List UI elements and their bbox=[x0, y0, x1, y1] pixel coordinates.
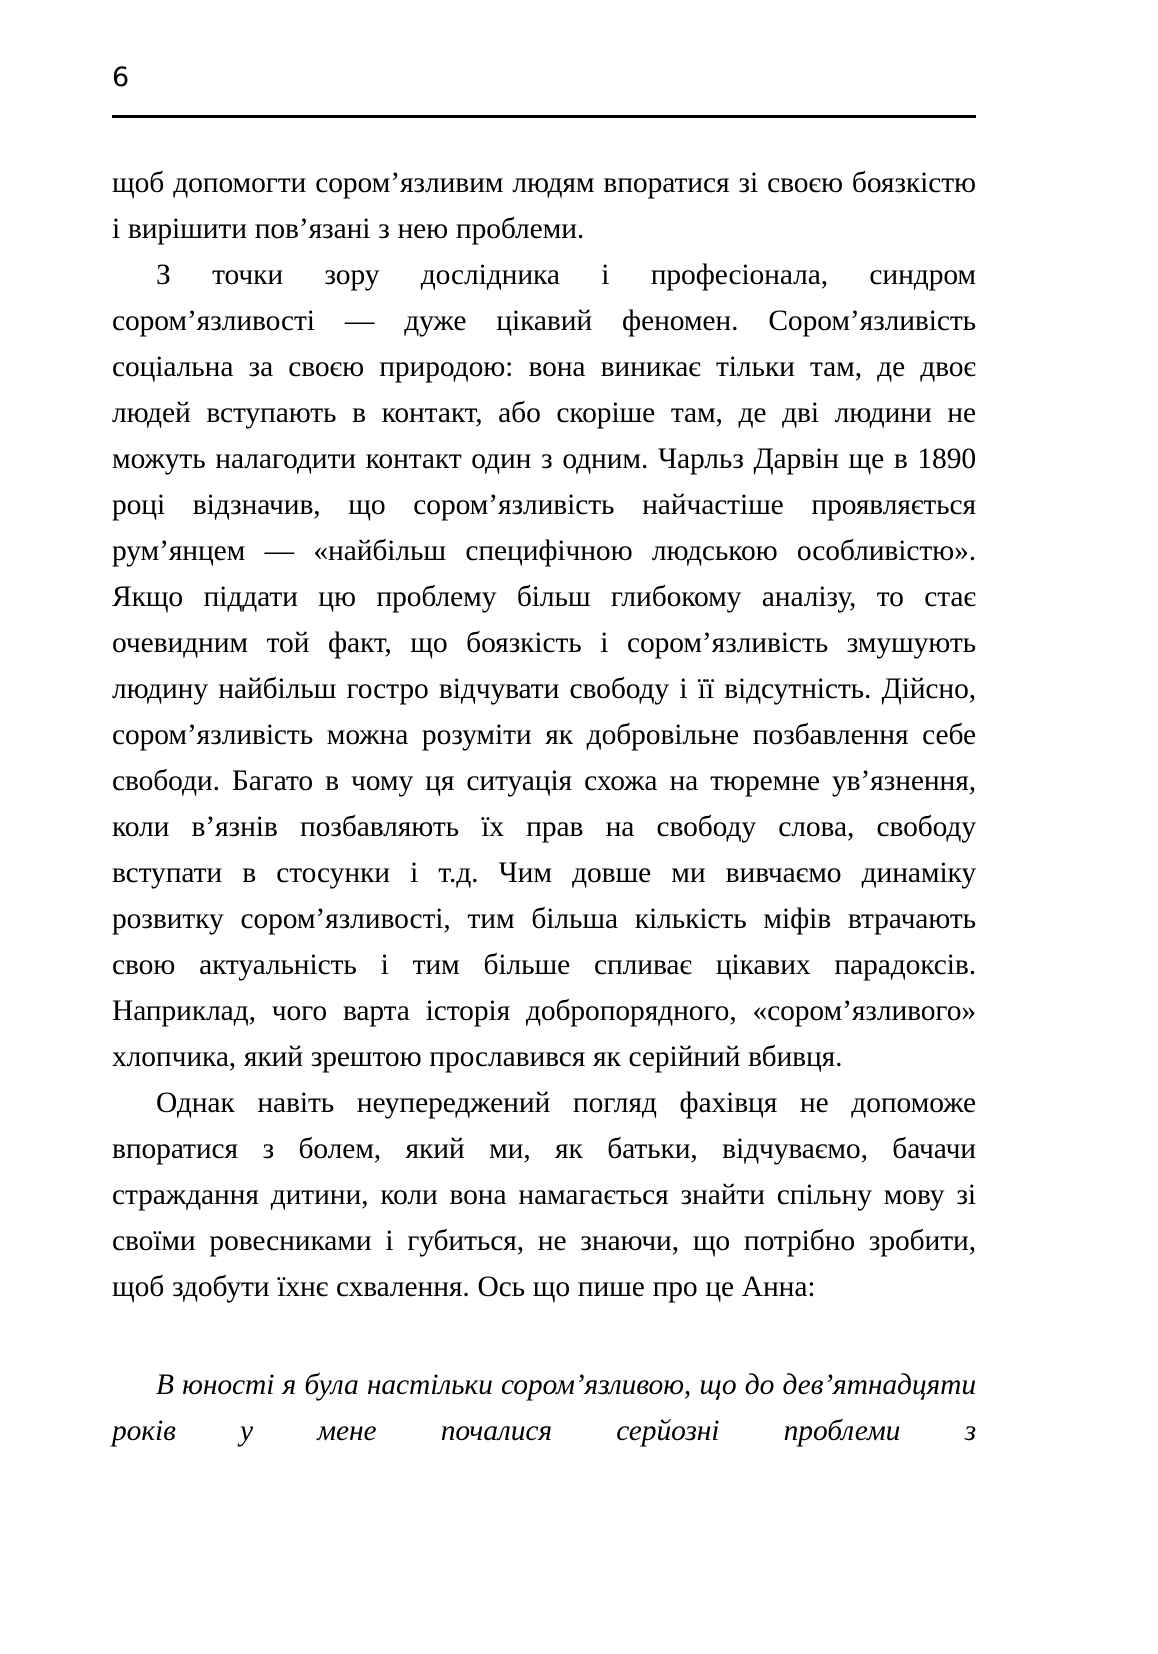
paragraph-main: З точки зору дослідника і професіонала, синдром сором’язливості — дуже цікавий феномен. Сором’язливість соціальна за своєю природою: вона виникає тільки там, де двоє людей вступають в контакт, або скоріше там, де дві людини не можуть налагодити контакт один з одним. Чарльз Дарвін ще в 1890 році відзначив, що сором’язливість найчастіше проявляється рум’янцем — «найбільш специфічною людською особливістю». Якщо піддати цю проблему більш глибокому аналізу, то стає очевидним той факт, що боязкість і сором’язливість змушують людину найбільш гостро відчувати свободу і її відсутність. Дійсно, сором’язливість можна розуміти як добровільне позбавлення себе свободи. Багато в чому ця ситуація схожа на тюремне ув’язнення, коли в’язнів позбавляють їх прав на свободу слова, свободу вступати в стосунки і т.д. Чим довше ми вивчаємо динаміку розвитку сором’язливості, тим більша кількість міфів втрачають свою актуальність і тим більше спливає цікавих парадоксів. Наприклад, чого варта історія добропорядного, «сором’язливого» хлопчика, який зрештою прославився як серійний вбивця. bbox=[112, 259, 976, 1073]
running-head bbox=[112, 62, 976, 94]
header-divider-rule bbox=[112, 115, 976, 118]
block-quote bbox=[112, 1310, 976, 1500]
page-number: 6 bbox=[112, 62, 130, 93]
paragraph-specialist: Однак навіть неупереджений погляд фахівця не допоможе впоратися з болем, який ми, як батьки, відчуваємо, бачачи страждання дитини, коли вона намагається знайти спільну мову зі своїми ровесниками і губиться, не знаючи, що потрібно зробити, щоб здобути їхнє схвалення. Ось що пише про це Анна: bbox=[112, 1087, 976, 1303]
paragraph-continuation: щоб допомогти сором’язливим людям впоратися зі своєю боязкістю і вирішити пов’язані з нею проблеми. bbox=[112, 167, 976, 245]
quote-text: В юності я була настільки сором’язливою, що до дев’ятнадцяти років у мене почалися серйозні проблеми з bbox=[112, 1369, 976, 1447]
text-column bbox=[112, 160, 976, 1500]
